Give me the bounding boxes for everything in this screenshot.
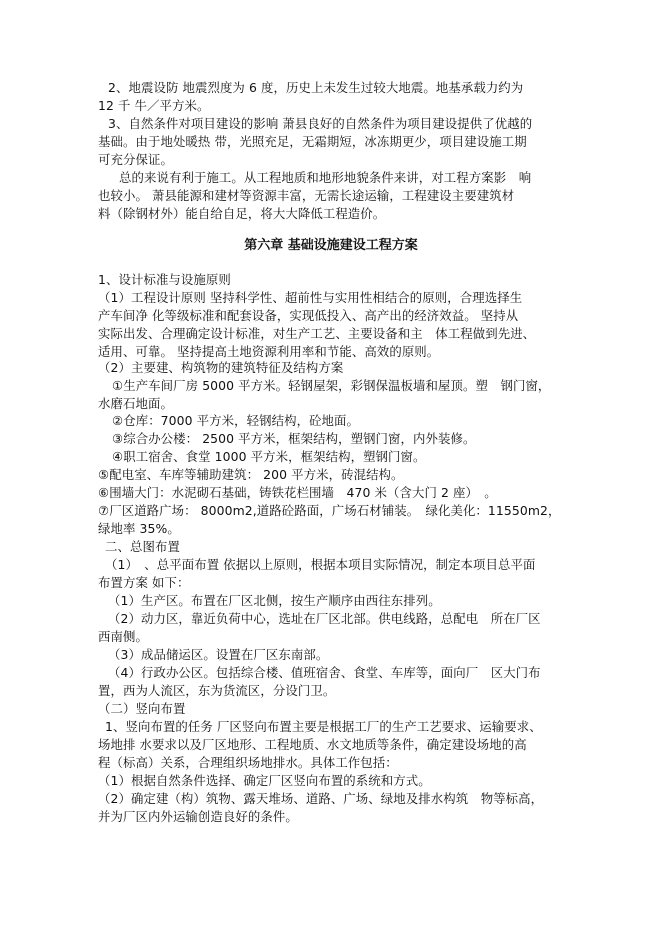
text-line: 水磨石地面。 [98, 396, 173, 411]
text-line: 3、自然条件对项目建设的影响 萧县良好的自然条件为项目建设提供了优越的 [108, 116, 533, 131]
chapter-title: 第六章 基础设施建设工程方案 [244, 238, 418, 253]
text-line: 基础。由于地处暖热 带，光照充足，无霜期短，冰冻期更少，项目建设施工期 [98, 134, 527, 149]
text-line: 可充分保证。 [98, 152, 173, 167]
text-line: 也较小。 萧县能源和建材等资源丰富，无需长途运输，工程建设主要建筑材 [98, 188, 515, 203]
text-line: 1、设计标准与设施原则 [98, 272, 231, 287]
text-line: 场地排 水要求以及厂区地形、工程地质、水文地质等条件，确定建设场地的高 [98, 737, 527, 752]
text-line: （1）工程设计原则 坚持科学性、超前性与实用性相结合的原则，合理选择生 [98, 290, 523, 305]
text-line: （4）行政办公区。包括综合楼、值班宿舍、食堂、车库等，面向厂 区大门布 [108, 665, 541, 680]
text-line: （1） 、总平面布置 依据以上原则，根据本项目实际情况，制定本项目总平面 [105, 557, 536, 572]
text-line: （2）动力区，靠近负荷中心，选址在厂区北部。供电线路，总配电 所在厂区 [108, 611, 541, 626]
text-line: 绿地率 35%。 [98, 521, 180, 536]
text-line: （1）生产区。布置在厂区北侧，按生产顺序由西往东排列。 [108, 593, 441, 608]
text-line: 布置方案 如下： [98, 575, 190, 590]
text-line: 总的来说有利于施工。从工程地质和地形地貌条件来讲，对工程方案影 响 [119, 170, 532, 185]
text-line: ③综合办公楼： 2500 平方米，框架结构，塑钢门窗，内外装修。 [112, 431, 476, 446]
text-line: 2、地震设防 地震烈度为 6 度，历史上未发生过较大地震。地基承载力约为 [108, 80, 524, 95]
text-line: 产车间净 化等级标准和配套设备，实现低投入、高产出的经济效益。 坚持从 [98, 308, 519, 323]
text-line: （3）成品储运区。设置在厂区东南部。 [108, 647, 329, 662]
text-line: 12 千 牛／平方米。 [98, 98, 210, 113]
section-heading: 二、总图布置 [105, 539, 180, 554]
text-line: ①生产车间厂房 5000 平方米。轻钢屋架，彩钢保温板墙和屋顶。塑 钢门窗， [112, 378, 551, 393]
text-line: 适用、可靠。 坚持提高土地资源利用率和节能、高效的原则。 [98, 344, 440, 359]
text-line: 实际出发、合理确定设计标准，对生产工艺、主要设备和主 体工程做到先进、 [98, 326, 536, 341]
text-line: （2）主要建、构筑物的建筑特征及结构方案 [98, 360, 344, 375]
text-line: 1、竖向布置的任务 厂区竖向布置主要是根据工厂的生产工艺要求、运输要求、 [105, 719, 542, 734]
text-line: ⑤配电室、车库等辅助建筑： 200 平方米，砖混结构。 [98, 467, 404, 482]
text-line: ②仓库：7000 平方米，轻钢结构，砼地面。 [112, 413, 360, 428]
text-line: 置，西为人流区，东为货流区，分设门卫。 [98, 683, 336, 698]
text-line: （1）根据自然条件选择、确定厂区竖向布置的系统和方式。 [98, 773, 431, 788]
text-line: 料（除钢材外）能自给自足，将大大降低工程造价。 [98, 206, 386, 221]
text-line: 程（标高）关系，合理组织场地排水。具体工作包括： [98, 755, 398, 770]
text-line: （2）确定建（构）筑物、露天堆场、道路、广场、绿地及排水构筑 物等标高， [98, 791, 544, 806]
text-line: ⑥围墙大门：水泥砌石基础，铸铁花栏围墙 470 米（含大门 2 座） 。 [98, 485, 497, 500]
text-line: 西南侧。 [98, 629, 148, 644]
text-line: 并为厂区内外运输创造良好的条件。 [98, 809, 298, 824]
text-line: ⑦厂区道路广场： 8000m2,道路砼路面，广场石材铺装。 绿化美化：11550m2， [98, 503, 561, 518]
section-heading: （二）竖向布置 [98, 701, 186, 716]
text-line: ④职工宿舍、食堂 1000 平方米，框架结构，塑钢门窗。 [112, 449, 426, 464]
